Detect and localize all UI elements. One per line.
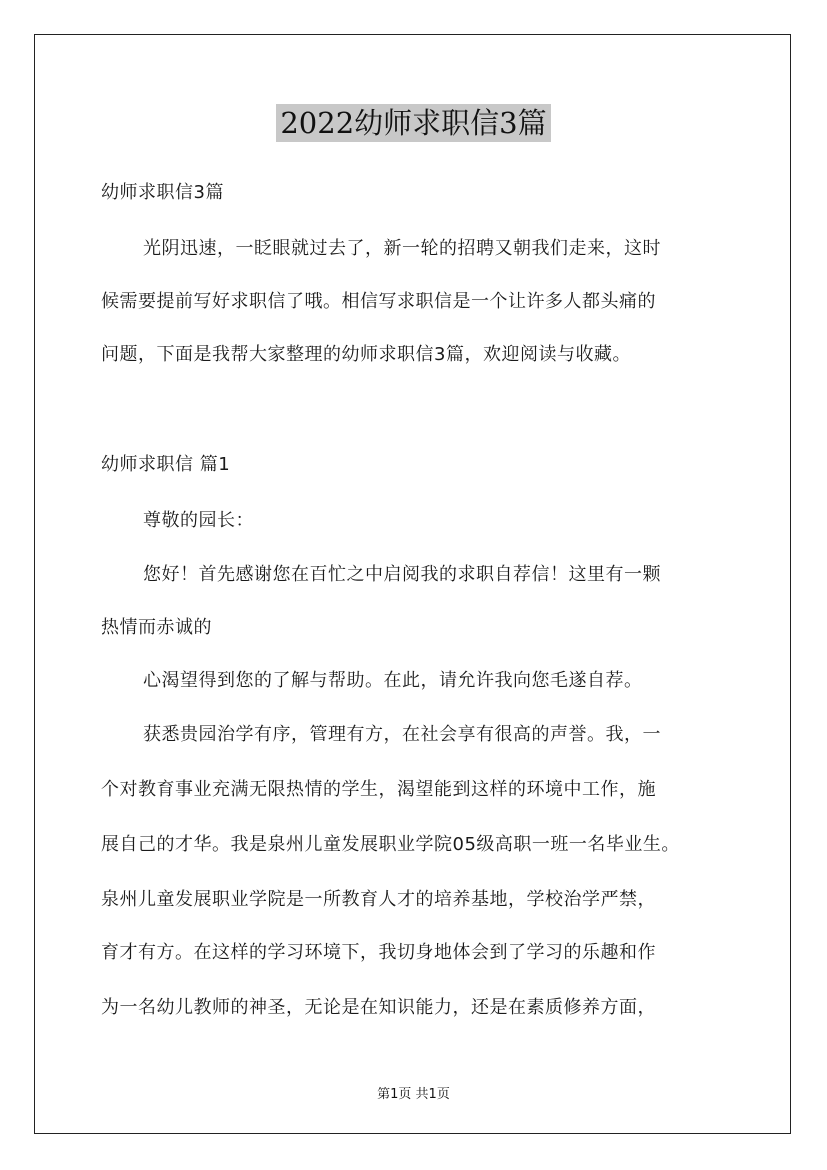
intro-line-2: 候需要提前写好求职信了哦。相信写求职信是一个让许多人都头痛的 [101,291,656,312]
document-title: 2022幼师求职信3篇 [276,104,550,142]
body-line-6: 展自己的才华。我是泉州儿童发展职业学院05级高职一班一名毕业生。 [101,834,680,855]
document-subtitle: 幼师求职信3篇 [101,182,224,203]
salutation: 尊敬的园长： [143,510,254,531]
page-footer: 第1页 共1页 [377,1087,450,1102]
body-line-2: 热情而赤诚的 [101,617,212,638]
document-title-wrap [0,104,827,142]
body-line-4: 获悉贵园治学有序，管理有方，在社会享有很高的声誉。我，一 [143,724,661,745]
body-line-9: 为一名幼儿教师的神圣，无论是在知识能力，还是在素质修养方面， [101,997,656,1018]
body-line-1: 您好！首先感谢您在百忙之中启阅我的求职自荐信！这里有一颗 [143,564,661,585]
intro-line-1: 光阴迅速，一眨眼就过去了，新一轮的招聘又朝我们走来，这时 [143,238,661,259]
body-line-7: 泉州儿童发展职业学院是一所教育人才的培养基地，学校治学严禁， [101,889,656,910]
body-line-8: 育才有方。在这样的学习环境下，我切身地体会到了学习的乐趣和作 [101,942,656,963]
body-line-3: 心渴望得到您的了解与帮助。在此，请允许我向您毛遂自荐。 [143,670,643,691]
intro-line-3: 问题，下面是我帮大家整理的幼师求职信3篇，欢迎阅读与收藏。 [101,344,631,365]
section-heading: 幼师求职信 篇1 [101,454,231,475]
body-line-5: 个对教育事业充满无限热情的学生，渴望能到这样的环境中工作，施 [101,779,656,800]
